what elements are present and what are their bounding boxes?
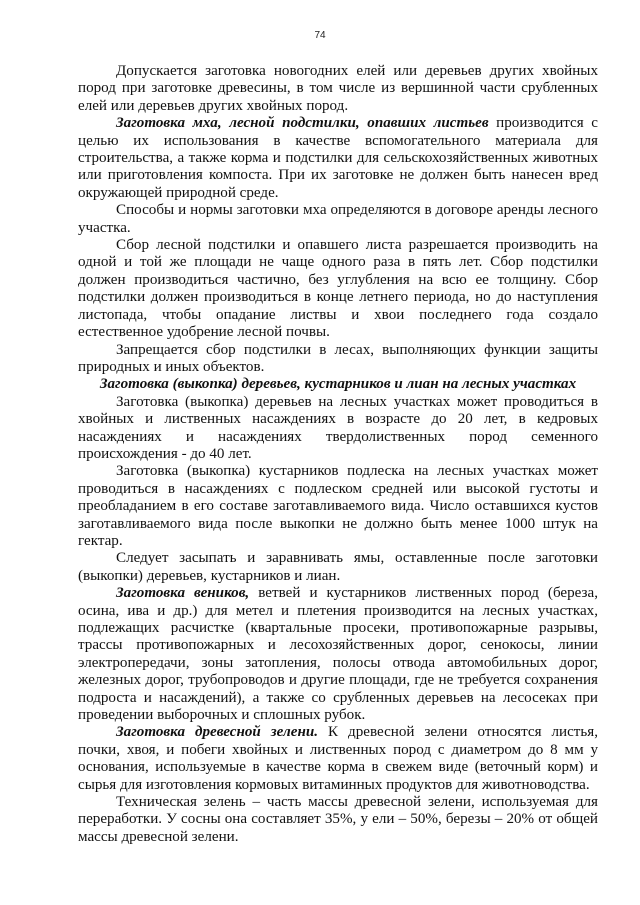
paragraph-shrub-digging: [78, 463, 598, 550]
paragraph-greenery: [78, 724, 598, 794]
paragraph-text: Заготовка (выкопка) деревьев на лесных участках может проводиться в хвойных и лиственных насаждениях в возрасте до 20 лет, в кедровых насаждениях и насаждениях твердолиственных пород семенного происхождения - до 40 лет.: [78, 393, 598, 462]
paragraph-text: производится с целью их использования в качестве вспомогательного материала для строительства, а также корма и подстилки для сельскохозяйственных животных или приготовления компоста. При их заготовке не должен быть нанесен вред окружающей природной среде.: [78, 115, 599, 201]
paragraph-tree-digging: [78, 394, 598, 464]
paragraph-text: ветвей и кустарников лиственных пород (береза, осина, ива и др.) для метел и плетения производится на лесных участках, подлежащих расчистке (квартальные просеки, противопожарные разрывы, трассы противопожарных и лесохозяйственных дорог, сенокосы, линии электропередачи, зоны затопления, полосы отвода автомобильных дорог, железных дорог, трубопроводов и другие площади, где не требуется сохранения подроста и насаждений), а также со срубленных деревьев на лесосеках при проведении выборочных и сплошных рубок.: [78, 585, 598, 724]
document-body: [78, 63, 598, 846]
paragraph-new-year-trees: [78, 63, 598, 115]
paragraph-text: Заготовка (выкопка) кустарников подлеска на лесных участках может проводиться в насаждениях с подлеском средней или высокой густоты и преобладанием в его составе заготавливаемого вида. Число оставшихся кустов заготавливаемого вида после выкопки не должно быть менее 1000 штук на гектар.: [78, 463, 598, 549]
inline-heading: Заготовка веников,: [116, 585, 250, 602]
paragraph-text: Техническая зелень – часть массы древесной зелени, используемая для переработки. У сосны она составляет 35%, у ели – 50%, березы – 20% от общей массы древесной зелени.: [78, 794, 598, 845]
paragraph-text: Допускается заготовка новогодних елей или деревьев других хвойных пород при заготовке древесины, в том числе из вершинной части срубленных елей или деревьев других хвойных пород.: [78, 63, 598, 114]
paragraph-text: К древесной зелени относятся листья, почки, хвоя, и побеги хвойных и лиственных пород с диаметром до 8 мм у основания, используемые в качестве корма в свежем виде (веточный корм) и сырья для изготовления кормовых витаминных продуктов для животноводства.: [78, 724, 598, 793]
paragraph-moss-litter: [78, 115, 598, 202]
paragraph-pits: [78, 550, 598, 585]
paragraph-moss-norms: [78, 202, 598, 237]
paragraph-text: Сбор лесной подстилки и опавшего листа разрешается производить на одной и той же площади не чаще одного раза в пять лет. Сбор подстилки должен производиться частично, без углубления на всю ее толщину. Сбор подстилки должен производиться в конце летнего периода, но до наступления листопада, чтобы опадание листвы и хвои последнего года создало естественное удобрение лесной почвы.: [78, 237, 598, 341]
paragraph-brooms: [78, 585, 598, 724]
paragraph-litter-prohibition: [78, 342, 598, 377]
paragraph-text: Запрещается сбор подстилки в лесах, выполняющих функции защиты природных и иных объектов.: [78, 341, 598, 375]
paragraph-text: Способы и нормы заготовки мха определяются в договоре аренды лесного участка.: [78, 202, 598, 236]
section-title: Заготовка (выкопка) деревьев, кустарников и лиан на лесных участках: [99, 376, 577, 393]
inline-heading: Заготовка древесной зелени.: [116, 724, 318, 741]
paragraph-litter-collection: [78, 237, 598, 341]
page-number: 74: [314, 30, 326, 41]
paragraph-text: Следует засыпать и заравнивать ямы, оставленные после заготовки (выкопки) деревьев, кустарников и лиан.: [78, 550, 598, 584]
inline-heading: Заготовка мха, лесной подстилки, опавших листьев: [116, 115, 489, 132]
section-heading: [78, 376, 598, 393]
paragraph-technical-greenery: [78, 794, 598, 846]
